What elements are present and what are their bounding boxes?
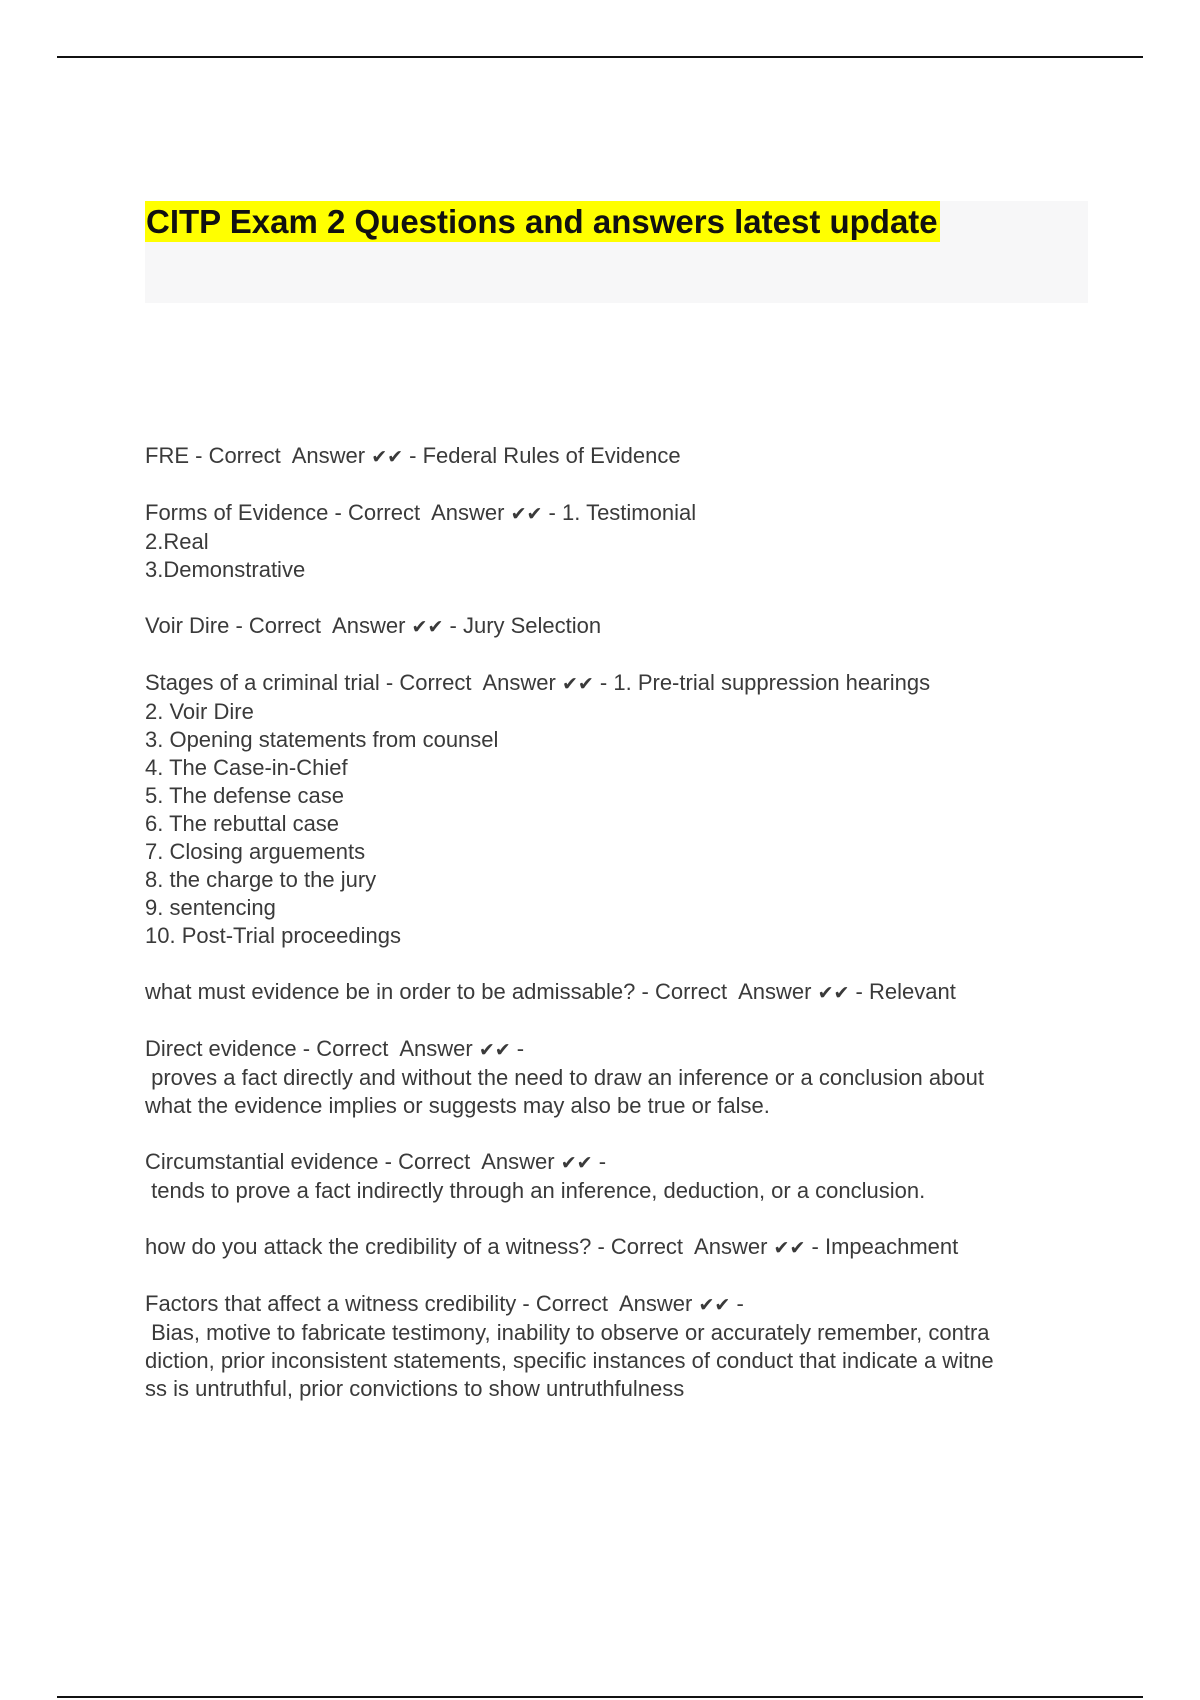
double-check-icon: ✔✔ (560, 1152, 593, 1174)
qa-answer-line: 10. Post-Trial proceedings (145, 923, 401, 948)
correct-answer-label: Correct Answer (208, 443, 366, 468)
correct-answer-label: Correct Answer (399, 670, 556, 695)
double-check-icon: ✔✔ (371, 446, 404, 468)
qa-answer-line: diction, prior inconsistent statements, specific instances of conduct that indicate a witne (145, 1348, 994, 1373)
qa-answer: Relevant (869, 979, 956, 1004)
qa-term: Voir Dire (145, 613, 230, 638)
qa-answer-line: Bias, motive to fabricate testimony, inability to observe or accurately remember, contra (145, 1320, 990, 1345)
correct-answer-label: Correct Answer (316, 1036, 473, 1061)
qa-term: Direct evidence (145, 1036, 297, 1061)
page-title: CITP Exam 2 Questions and answers latest update (146, 203, 938, 240)
qa-entry (145, 442, 1095, 471)
qa-entry (145, 612, 1095, 641)
qa-term: FRE (145, 443, 189, 468)
qa-answer-line: 4. The Case-in-Chief (145, 755, 348, 780)
correct-answer-label: Correct Answer (347, 500, 505, 525)
qa-answer-line: 3. Opening statements from counsel (145, 727, 499, 752)
correct-answer-label: Correct Answer (535, 1291, 693, 1316)
double-check-icon: ✔✔ (698, 1294, 731, 1316)
qa-question-line: Direct evidence - Correct Answer ✔✔ - (145, 1036, 531, 1061)
qa-question-line: Forms of Evidence - Correct Answer ✔✔ - 1. Testimonial (145, 500, 697, 525)
double-check-icon: ✔✔ (478, 1039, 511, 1061)
qa-term: how do you attack the credibility of a witness? (145, 1234, 592, 1259)
qa-term: Circumstantial evidence (145, 1149, 379, 1174)
qa-question-line: how do you attack the credibility of a witness? - Correct Answer ✔✔ - Impeachment (145, 1234, 959, 1259)
qa-answer-line: ss is untruthful, prior convictions to show untruthfulness (145, 1376, 685, 1401)
qa-question-line: Circumstantial evidence - Correct Answer ✔✔ - (145, 1149, 613, 1174)
header-rule (57, 56, 1143, 58)
qa-entry (145, 669, 1095, 950)
qa-answer-line: 9. sentencing (145, 895, 276, 920)
qa-entry (145, 1233, 1095, 1262)
correct-answer-label: Correct Answer (248, 613, 406, 638)
qa-answer-line: proves a fact directly and without the need to draw an inference or a conclusion about (145, 1065, 984, 1090)
qa-answer: Impeachment (824, 1234, 959, 1259)
qa-entry (145, 978, 1095, 1007)
qa-question-line: Stages of a criminal trial - Correct Answer ✔✔ - 1. Pre-trial suppression hearings (145, 670, 931, 695)
qa-answer-line: 8. the charge to the jury (145, 867, 377, 892)
qa-answer-line: 2.Real (145, 529, 209, 554)
qa-entry (145, 499, 1095, 584)
qa-answer-line: 5. The defense case (145, 783, 344, 808)
qa-question-line: FRE - Correct Answer ✔✔ - Federal Rules of Evidence (145, 443, 681, 468)
correct-answer-label: Correct Answer (398, 1149, 555, 1174)
title-block (145, 201, 1088, 303)
qa-question-line: Factors that affect a witness credibility - Correct Answer ✔✔ - (145, 1291, 750, 1316)
double-check-icon: ✔✔ (510, 503, 543, 525)
qa-answer: 1. Testimonial (562, 500, 697, 525)
qa-term: what must evidence be in order to be admissable? (145, 979, 636, 1004)
qa-question-line: Voir Dire - Correct Answer ✔✔ - Jury Selection (145, 613, 602, 638)
qa-entry (145, 1035, 1095, 1120)
qa-answer-line: 2. Voir Dire (145, 699, 254, 724)
qa-entry (145, 1148, 1095, 1205)
qa-answer: Federal Rules of Evidence (422, 443, 681, 468)
qa-list (145, 442, 1095, 1431)
correct-answer-label: Correct Answer (610, 1234, 768, 1259)
double-check-icon: ✔✔ (411, 616, 444, 638)
qa-term: Stages of a criminal trial (145, 670, 380, 695)
qa-question-line: what must evidence be in order to be admissable? - Correct Answer ✔✔ - Relevant (145, 979, 956, 1004)
qa-entry (145, 1290, 1095, 1403)
double-check-icon: ✔✔ (817, 982, 850, 1004)
qa-answer-line: what the evidence implies or suggests may also be true or false. (145, 1093, 770, 1118)
correct-answer-label: Correct Answer (654, 979, 812, 1004)
qa-answer: Jury Selection (462, 613, 602, 638)
qa-term: Factors that affect a witness credibility (145, 1291, 517, 1316)
qa-answer-line: tends to prove a fact indirectly through an inference, deduction, or a conclusion. (145, 1178, 926, 1203)
double-check-icon: ✔✔ (561, 673, 594, 695)
double-check-icon: ✔✔ (773, 1237, 806, 1259)
qa-answer-line: 3.Demonstrative (145, 557, 306, 582)
footer-rule (57, 1696, 1143, 1698)
qa-answer-line: 6. The rebuttal case (145, 811, 340, 836)
qa-answer-line: 7. Closing arguements (145, 839, 366, 864)
qa-answer: 1. Pre-trial suppression hearings (613, 670, 931, 695)
qa-term: Forms of Evidence (145, 500, 329, 525)
